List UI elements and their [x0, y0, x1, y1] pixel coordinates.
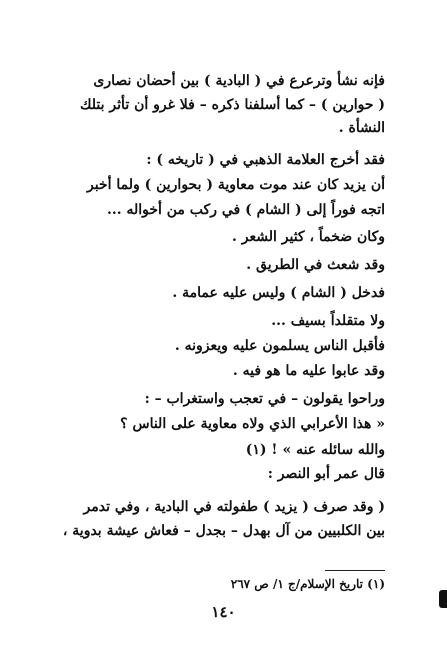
paragraph-line-4: فقد أخرج العلامة الذهبي في ( تاريخه ) :: [146, 152, 385, 168]
paragraph-line-7: ( وقد صرف ( يزيد ) طفولته في البادية ، وفي تدمر: [83, 499, 385, 515]
footnote-divider: [325, 570, 385, 571]
quote-line-2: وقد شعث في الطريق .: [246, 257, 385, 273]
paragraph-line-5: أن يزيد كان عند موت معاوية ( بحوارين ) ولما أخبر: [86, 177, 385, 193]
quote-line-8: « هذا الأعرابي الذي ولاه معاوية على الناس ؟: [120, 416, 385, 432]
paragraph-line-2: ( حوارين ) – كما أسلفنا ذكره – فلا غرو أن تأثر بتلك: [80, 97, 385, 113]
paragraph-line-8: بين الكلبيين من آل بهدل – بجدل – فعاش عيشة بدوية ،: [62, 523, 385, 539]
page-number: ١٤٠: [211, 603, 236, 621]
footnote: (١) تاريخ الإسلام/ج ١/ ص ٢٦٧: [230, 577, 385, 591]
quote-line-10: قال عمر أبو النصر :: [267, 466, 385, 482]
quote-line-4: ولا متقلداً بسيف ...: [271, 313, 385, 329]
quote-line-7: وراحوا يقولون – في تعجب واستغراب – :: [144, 391, 385, 407]
page-edge-mark: [439, 590, 447, 608]
quote-line-6: وقد عابوا عليه ما هو فيه .: [232, 363, 385, 379]
quote-line-5: فأقبل الناس يسلمون عليه ويعزونه .: [174, 338, 385, 354]
paragraph-line-1: فإنه نشأ وترعرع في ( البادية ) بين أحضان نصارى: [93, 73, 385, 89]
paragraph-line-6: اتجه فوراً إلى ( الشام ) في ركب من أخواله ...: [106, 202, 385, 218]
paragraph-line-3: النشأة .: [338, 120, 385, 136]
quote-line-1: وكان ضخماً ، كثير الشعر .: [232, 229, 385, 245]
quote-line-9: والله سائله عنه » ! (١): [245, 442, 385, 458]
quote-line-3: فدخل ( الشام ) وليس عليه عمامة .: [172, 285, 385, 301]
